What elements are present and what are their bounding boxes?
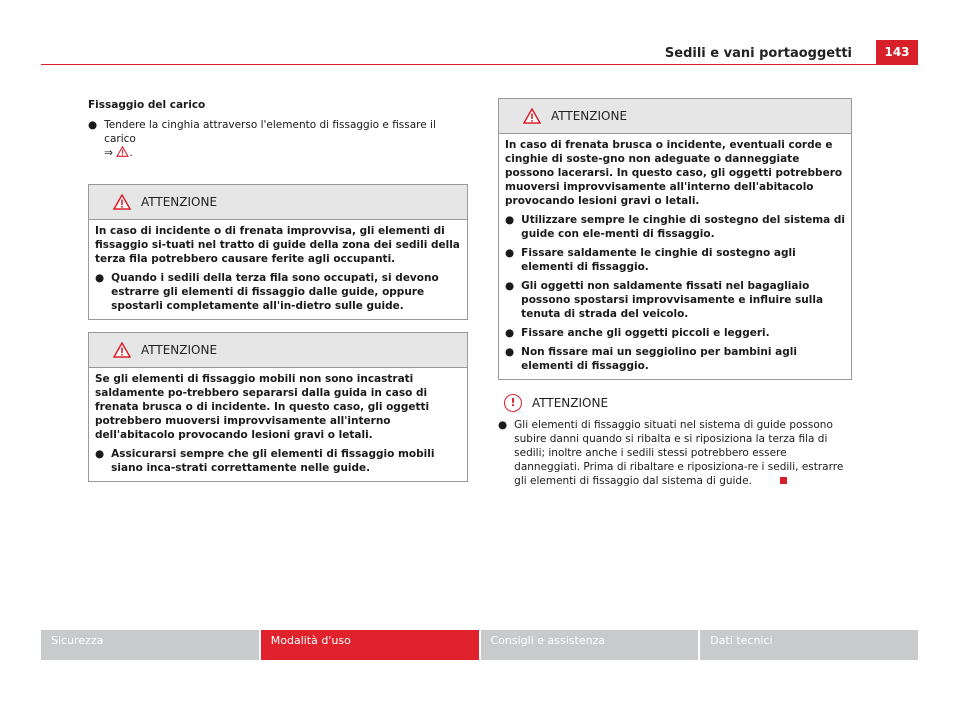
warning-title: ATTENZIONE [551, 109, 628, 123]
list-item [505, 345, 846, 373]
list-item [505, 279, 846, 321]
notice-header [504, 394, 852, 412]
bullet-glyph: ● [505, 214, 515, 226]
footer-tab-modalita-uso[interactable]: Modalità d'uso [261, 630, 479, 660]
warning-box-straps [498, 98, 852, 380]
list-item [505, 213, 846, 241]
list-item [95, 447, 462, 475]
section-heading: Fissaggio del carico [88, 99, 206, 111]
warning-text: Se gli elementi di fissaggio mobili non sono incastrati saldamente po-trebbero separarsi dalla guida in caso di frenata brusca o di incidente. In questo caso, gli oggetti potrebbero muoversi improvvisamente all'interno dell'abitacolo provocando lesioni gravi o letali. [95, 373, 430, 441]
bullet-text: Quando i sedili della terza fila sono occupati, si devono estrarre gli elementi di fissaggio dalle guide, oppure spostarli completamente all'in-dietro sulle guide. [111, 272, 439, 312]
bullet-text: Non fissare mai un seggiolino per bambini agli elementi di fissaggio. [521, 346, 797, 372]
bullet-glyph: ● [505, 346, 515, 358]
footer-tab-dati-tecnici[interactable]: Dati tecnici [700, 630, 918, 660]
warning-text: In caso di incidente o di frenata improvvisa, gli elementi di fissaggio si-tuati nel tratto di guide della zona dei sedili della terza fila potrebbero causare ferite agli occupanti. [95, 225, 460, 265]
footer-tab-consigli-assistenza[interactable]: Consigli e assistenza [481, 630, 699, 660]
bullet-glyph: ● [505, 247, 515, 259]
page-number: 143 [876, 40, 918, 64]
bullet-glyph: ● [498, 419, 508, 431]
footer-tab-sicurezza[interactable]: Sicurezza [41, 630, 259, 660]
warning-text: In caso di frenata brusca o incidente, eventuali corde e cinghie di soste-gno non adeguate o danneggiate possono lacerarsi. In questo caso, gli oggetti potrebbero muoversi improvvisamente all'interno dell'abitacolo provocando lesioni gravi o letali. [505, 139, 843, 207]
header-rule [41, 64, 918, 65]
bullet-text: Utilizzare sempre le cinghie di sostegno del sistema di guide con ele-menti di fissaggio. [521, 214, 846, 240]
bullet-glyph: ● [505, 327, 515, 339]
section-end-marker [780, 477, 787, 484]
warning-title: ATTENZIONE [141, 343, 218, 357]
header-title: Sedili e vani portaoggetti [664, 46, 852, 61]
cross-reference: ⇒ [104, 147, 113, 159]
notice-text: Gli elementi di fissaggio situati nel sistema di guide possono subire danni quando si ribalta e si riposiziona la terza fila di sedili; inoltre anche i sedili stessi potrebbero essere danneggiati. Prima di ribaltare e riposiziona-re i sedili, estrarre gli elementi di fissaggio dal sistema di guide. [514, 419, 844, 487]
notice-title: ATTENZIONE [532, 396, 609, 410]
warning-triangle-icon [116, 146, 129, 157]
list-item [95, 271, 462, 313]
bullet-glyph: ● [88, 119, 98, 131]
bullet-text: Fissare saldamente le cinghie di sostegno agli elementi di fissaggio. [521, 247, 796, 273]
list-item [505, 246, 846, 274]
warning-box-mobile-elements [88, 332, 468, 482]
list-item [498, 418, 852, 488]
warning-triangle-icon [113, 194, 131, 210]
bullet-glyph: ● [95, 272, 105, 284]
left-column [88, 98, 468, 482]
warning-triangle-icon [523, 108, 541, 124]
footer-nav [41, 630, 918, 660]
warning-title: ATTENZIONE [141, 195, 218, 209]
warning-triangle-icon [113, 342, 131, 358]
warning-box-incident [88, 184, 468, 320]
list-item [505, 326, 846, 340]
bullet-text: Tendere la cinghia attraverso l'elemento di fissaggio e fissare il carico [104, 119, 436, 145]
bullet-text: Gli oggetti non saldamente fissati nel bagagliaio possono spostarsi improvvisamente e influire sulla tenuta di strada del veicolo. [521, 280, 824, 320]
exclamation-circle-icon: ! [504, 394, 522, 412]
list-item: ● Tendere la cinghia attraverso l'elemento di fissaggio e fissare il carico ⇒ . [88, 119, 436, 159]
bullet-glyph: ● [95, 448, 105, 460]
bullet-text: Assicurarsi sempre che gli elementi di fissaggio mobili siano inca-strati correttamente nelle guide. [111, 448, 435, 474]
bullet-text: Fissare anche gli oggetti piccoli e leggeri. [521, 327, 770, 339]
bullet-glyph: ● [505, 280, 515, 292]
right-column [498, 98, 852, 488]
